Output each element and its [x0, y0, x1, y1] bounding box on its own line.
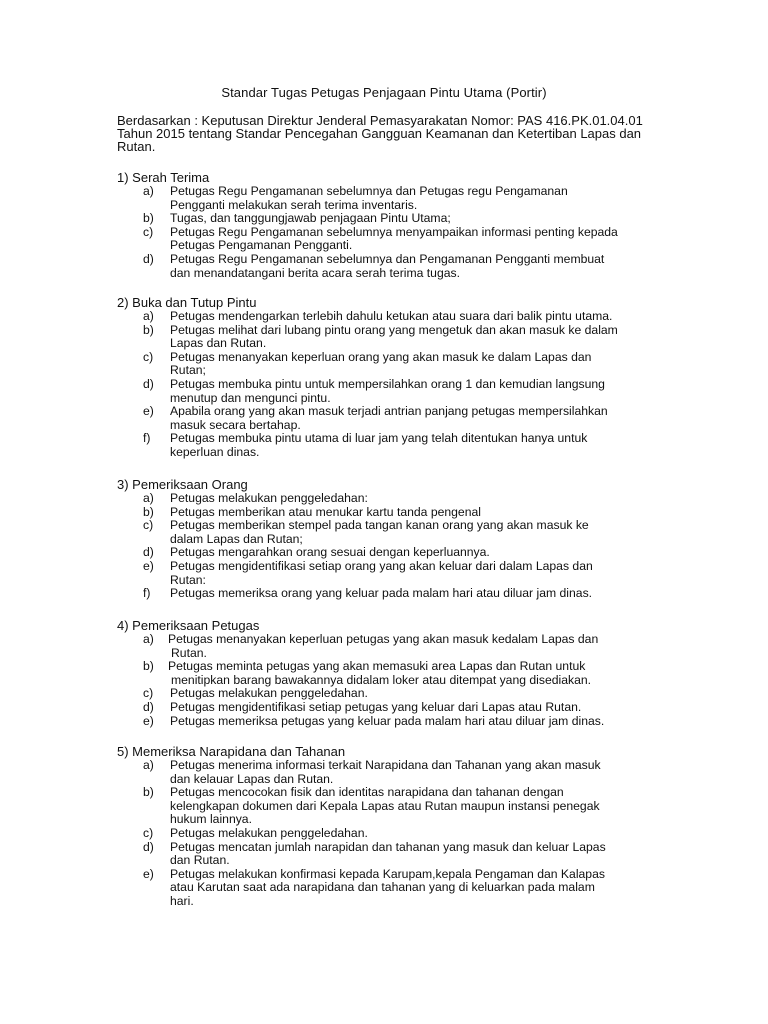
item-text [170, 560, 648, 587]
item-text-line: Petugas memeriksa orang yang keluar pada malam hari atau diluar jam dinas. [170, 586, 593, 601]
item-text [170, 546, 648, 560]
item-text [170, 587, 648, 601]
item-text-line: Petugas menanyakan keperluan petugas yang akan masuk kedalam Lapas dan [168, 632, 599, 646]
item-text-line: Petugas memberikan stempel pada tangan kanan orang yang akan masuk ke [170, 518, 589, 533]
item-text-line: Apabila orang yang akan masuk terjadi antrian panjang petugas mempersilahkan [170, 404, 608, 419]
item-text-line: Petugas menerima informasi terkait Narapidana dan Tahanan yang akan masuk [170, 758, 601, 772]
item-text-line: Tugas, dan tanggungjawab penjagaan Pintu Utama; [170, 211, 451, 226]
section-heading: 1) Serah Terima [117, 170, 210, 185]
item-text-line: Petugas mencocokan fisik dan identitas narapidana dan tahanan dengan [170, 785, 564, 800]
item-text-line: menutup dan mengunci pintu. [170, 390, 331, 405]
item-label: d) [143, 699, 154, 714]
section-heading: 3) Pemeriksaan Orang [117, 477, 248, 492]
item-list [117, 492, 657, 601]
list-item [117, 226, 657, 253]
item-label: d) [143, 251, 154, 266]
item-label: e) [143, 866, 154, 881]
item-text [170, 432, 648, 459]
item-label: c) [143, 686, 154, 701]
section [117, 171, 657, 280]
item-text [170, 759, 648, 786]
item-label: a) [143, 184, 154, 198]
item-text-line: Petugas melakukan penggeledahan: [170, 491, 368, 505]
item-text [170, 185, 648, 212]
item-text [170, 506, 648, 520]
list-item [117, 786, 657, 827]
item-label: c) [143, 825, 154, 840]
item-text [170, 324, 648, 351]
document-title: Standar Tugas Petugas Penjagaan Pintu Utama (Portir) [221, 85, 547, 100]
item-text-line: kelengkapan dokumen dari Kepala Lapas atau Rutan maupun instansi penegak [170, 798, 600, 813]
item-text-line: Petugas melihat dari lubang pintu orang yang mengetuk dan akan masuk ke dalam [170, 322, 618, 337]
list-item [117, 432, 657, 459]
item-text-line: dalam Lapas dan Rutan; [170, 531, 303, 546]
item-text-line: Petugas membuka pintu untuk mempersilahkan orang 1 dan kemudian langsung [170, 376, 605, 391]
item-label: b) [143, 322, 154, 337]
item-label: e) [143, 404, 154, 419]
item-text-line: Petugas Regu Pengamanan sebelumnya menyampaikan informasi penting kepada [170, 224, 618, 239]
list-item [117, 492, 657, 506]
item-text-line: Petugas mendengarkan terlebih dahulu ketukan atau suara dari balik pintu utama. [170, 309, 613, 323]
section [117, 745, 657, 909]
item-text [170, 253, 648, 280]
item-label: a) [143, 491, 154, 505]
item-label: d) [143, 839, 154, 854]
item-text [170, 212, 648, 226]
item-text-line: Petugas Pengamanan Pengganti. [170, 238, 353, 253]
list-item [117, 351, 657, 378]
item-text-line: Lapas dan Rutan. [170, 336, 267, 351]
list-item [117, 519, 657, 546]
item-text-line: Rutan; [170, 363, 206, 378]
section-heading: 2) Buka dan Tutup Pintu [117, 295, 257, 310]
item-text-line: Rutan: [170, 572, 206, 587]
item-text-line: masuk secara bertahap. [170, 417, 301, 432]
item-label: a) [143, 632, 154, 646]
list-item [117, 841, 657, 868]
list-item [117, 560, 657, 587]
item-text-line: dan Rutan. [170, 853, 230, 868]
item-list [117, 759, 657, 909]
item-label: e) [143, 558, 154, 573]
item-text [170, 687, 648, 701]
item-label: c) [143, 518, 154, 533]
section [117, 619, 657, 728]
list-item [117, 324, 657, 351]
item-label: f) [143, 431, 151, 446]
item-list [117, 310, 657, 460]
item-text-line: menitipkan barang bawakannya didalam loker atau ditempat yang disediakan. [171, 672, 592, 687]
intro-paragraph [117, 114, 657, 154]
item-text [170, 492, 648, 506]
intro-line: Tahun 2015 tentang Standar Pencegahan Gangguan Keamanan dan Ketertiban Lapas dan [117, 126, 642, 142]
intro-line: Berdasarkan : Keputusan Direktur Jenderal Pemasyarakatan Nomor: PAS 416.PK.01.04.01 [117, 113, 643, 128]
list-item [117, 546, 657, 560]
item-text-line: dan menandatangani berita acara serah terima tugas. [170, 265, 460, 280]
item-text [170, 786, 648, 827]
item-text-line: Petugas mengidentifikasi setiap orang yang akan keluar dari dalam Lapas dan [170, 558, 593, 573]
item-label: c) [143, 349, 154, 364]
item-list [117, 185, 657, 280]
item-label: c) [143, 224, 154, 239]
item-label: a) [143, 309, 154, 323]
item-text-line: atau Karutan saat ada narapidana dan tahanan yang di keluarkan pada malam [170, 880, 595, 895]
item-label: a) [143, 758, 154, 772]
item-label: b) [143, 659, 154, 674]
item-text [170, 841, 648, 868]
item-text [170, 351, 648, 378]
item-label: b) [143, 785, 154, 800]
item-label: b) [143, 504, 154, 519]
item-text-line: Petugas melakukan penggeledahan. [170, 825, 368, 840]
item-text-line: Petugas mencatan jumlah narapidan dan tahanan yang masuk dan keluar Lapas [170, 839, 606, 854]
item-text-line: Petugas melakukan konfirmasi kepada Karupam,kepala Pengaman dan Kalapas [170, 866, 605, 881]
item-text-line: Petugas mengarahkan orang sesuai dengan keperluannya. [170, 545, 490, 560]
list-item [117, 253, 657, 280]
list-item [117, 715, 657, 729]
list-item [117, 506, 657, 520]
item-text-line: dan kelauar Lapas dan Rutan. [170, 771, 334, 786]
item-label: d) [143, 545, 154, 560]
item-text [170, 405, 648, 432]
list-item [117, 827, 657, 841]
item-text [168, 660, 646, 687]
item-list [117, 633, 657, 728]
list-item [117, 759, 657, 786]
item-label: d) [143, 376, 154, 391]
item-text [170, 378, 648, 405]
item-text-line: Petugas membuka pintu utama di luar jam yang telah ditentukan hanya untuk [170, 431, 588, 446]
list-item [117, 405, 657, 432]
item-text-line: keperluan dinas. [170, 444, 260, 459]
item-text [170, 310, 648, 324]
list-item [117, 660, 657, 687]
item-text-line: Petugas Regu Pengamanan sebelumnya dan Petugas regu Pengamanan [170, 184, 568, 198]
list-item [117, 378, 657, 405]
item-text-line: hukum lainnya. [170, 812, 252, 827]
item-text-line: Petugas memberikan atau menukar kartu tanda pengenal [170, 504, 481, 519]
item-text-line: Petugas mengidentifikasi setiap petugas yang keluar dari Lapas atau Rutan. [170, 699, 582, 714]
item-text [170, 519, 648, 546]
item-text-line: Petugas melakukan penggeledahan. [170, 686, 368, 701]
list-item [117, 587, 657, 601]
item-text-line: Petugas Regu Pengamanan sebelumnya dan Pengamanan Pengganti membuat [170, 251, 605, 266]
item-text [168, 633, 646, 660]
section [117, 296, 657, 460]
section [117, 478, 657, 601]
item-text-line: Rutan. [171, 645, 207, 660]
item-text [170, 226, 648, 253]
item-text-line: hari. [170, 893, 194, 908]
list-item [117, 212, 657, 226]
item-text-line: Petugas memeriksa petugas yang keluar pada malam hari atau diluar jam dinas. [170, 713, 605, 728]
item-label: b) [143, 211, 154, 226]
intro-line: Rutan. [117, 139, 156, 155]
list-item [117, 701, 657, 715]
item-text-line: Petugas meminta petugas yang akan memasuki area Lapas dan Rutan untuk [168, 659, 586, 674]
item-label: f) [143, 586, 151, 601]
section-heading: 4) Pemeriksaan Petugas [117, 618, 260, 633]
list-item [117, 310, 657, 324]
list-item [117, 633, 657, 660]
item-label: e) [143, 713, 154, 728]
list-item [117, 185, 657, 212]
item-text [170, 701, 648, 715]
item-text [170, 827, 648, 841]
item-text-line: Pengganti melakukan serah terima inventaris. [170, 197, 418, 212]
item-text [170, 868, 648, 909]
section-heading: 5) Memeriksa Narapidana dan Tahanan [117, 744, 346, 759]
list-item [117, 687, 657, 701]
item-text-line: Petugas menanyakan keperluan orang yang akan masuk ke dalam Lapas dan [170, 349, 592, 364]
list-item [117, 868, 657, 909]
item-text [170, 715, 648, 729]
